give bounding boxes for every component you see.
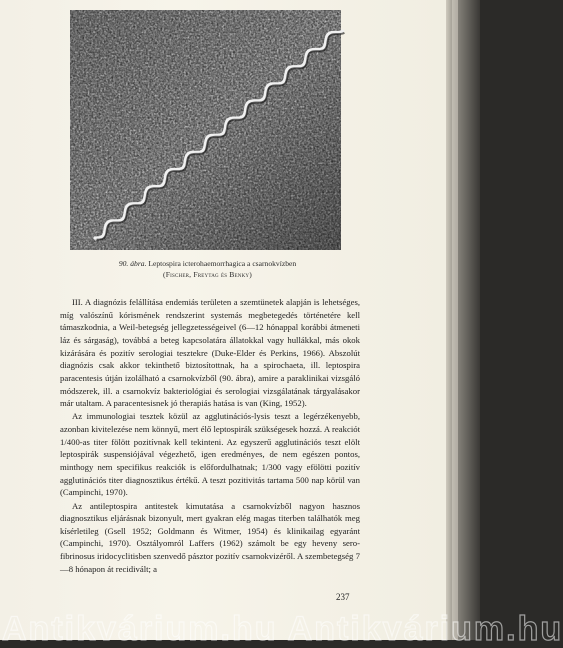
micrograph-image xyxy=(70,10,341,250)
paragraph-immunology: Az immunologiai tesztek közül az agglutinációs-lysis teszt a legérzékenyebb, azonban kivitelezése nem könnyű, mert élő leptospirák szükségesek hozzá. A reakciót 1/400-as titer fölött pozitívnak kell tekinteni. Az egyszerű agglutinációs teszt elölt leptospirák suspensiójával végezhető, igen eredményes, de nem egészen pontos, minthogy nem specifikus reakciók is előfordulhatnak; 1/300 vagy efölötti pozitív agglutinációs titer diagnosztikus értékű. A teszt pozitivitás tartama 500 nap körül van (Campinchi, 1970). xyxy=(60,411,360,498)
micrograph-svg xyxy=(70,10,341,250)
paragraph-diagnosis: III. A diagnózis felállítása endemiás területen a szemtünetek alapján is lehetséges, míg valószínű kórismének rendszerint systemás megbetegedés történetére kell támaszkodnia, a Weil-betegség jellegzetességeivel (6—12 hónappal korábbi átmeneti láz és sárgaság), továbbá a beteg kapcsolatára állatokkal vagy hullákkal, más okok kizárására és pozitív serologiai tesztekre (Duke-Elder és Perkins, 1966). Abszolút diagnózis csak akkor tekinthető biztosítottnak, ha a spirochaeta, ill. leptospira paracentesis útján izolálható a csarnokvízből (90. ábra), amire a paraklinikai vizsgáló módszerek, ill. a csarnokvíz bakteriológiai és serologiai vizsgálatának tárgyalásakor már utaltam. A paracentesisnek jó therapiás hatása is van (King, 1952). xyxy=(60,297,360,409)
page-number: 237 xyxy=(336,592,350,602)
paragraph-antibodies: Az antileptospira antitestek kimutatása a csarnokvízből nagyon hasznos diagnosztikus eljárásnak bizonyult, mert gyakran elég magas titerben találhatók meg kísérletileg (Gsell 1952; Goldmann és Witmer, 1954) és klinikailag egyaránt (Campinchi, 1970). Osztályomról Laffers (1962) számolt be egy heveny sero-fibrinosus iridocyclitisben szenvedő pásztor pozitív csarnokvizéről. A szembetegség 7—8 hónapon át recidivált; a xyxy=(60,500,360,574)
caption-text: Leptospira icterohaemorrhagica a csarnokvízben xyxy=(148,259,297,268)
caption-line xyxy=(70,258,345,269)
watermark-overlay: Antikvárium.hu Antikvárium.hu xyxy=(2,610,563,648)
caption-number: 90. ábra. xyxy=(118,259,147,268)
body-text xyxy=(60,296,360,575)
page-edge-highlight xyxy=(452,0,458,640)
caption-credit: (Fischer, Freytag és Benky) xyxy=(163,270,252,279)
figure-caption xyxy=(70,258,345,280)
